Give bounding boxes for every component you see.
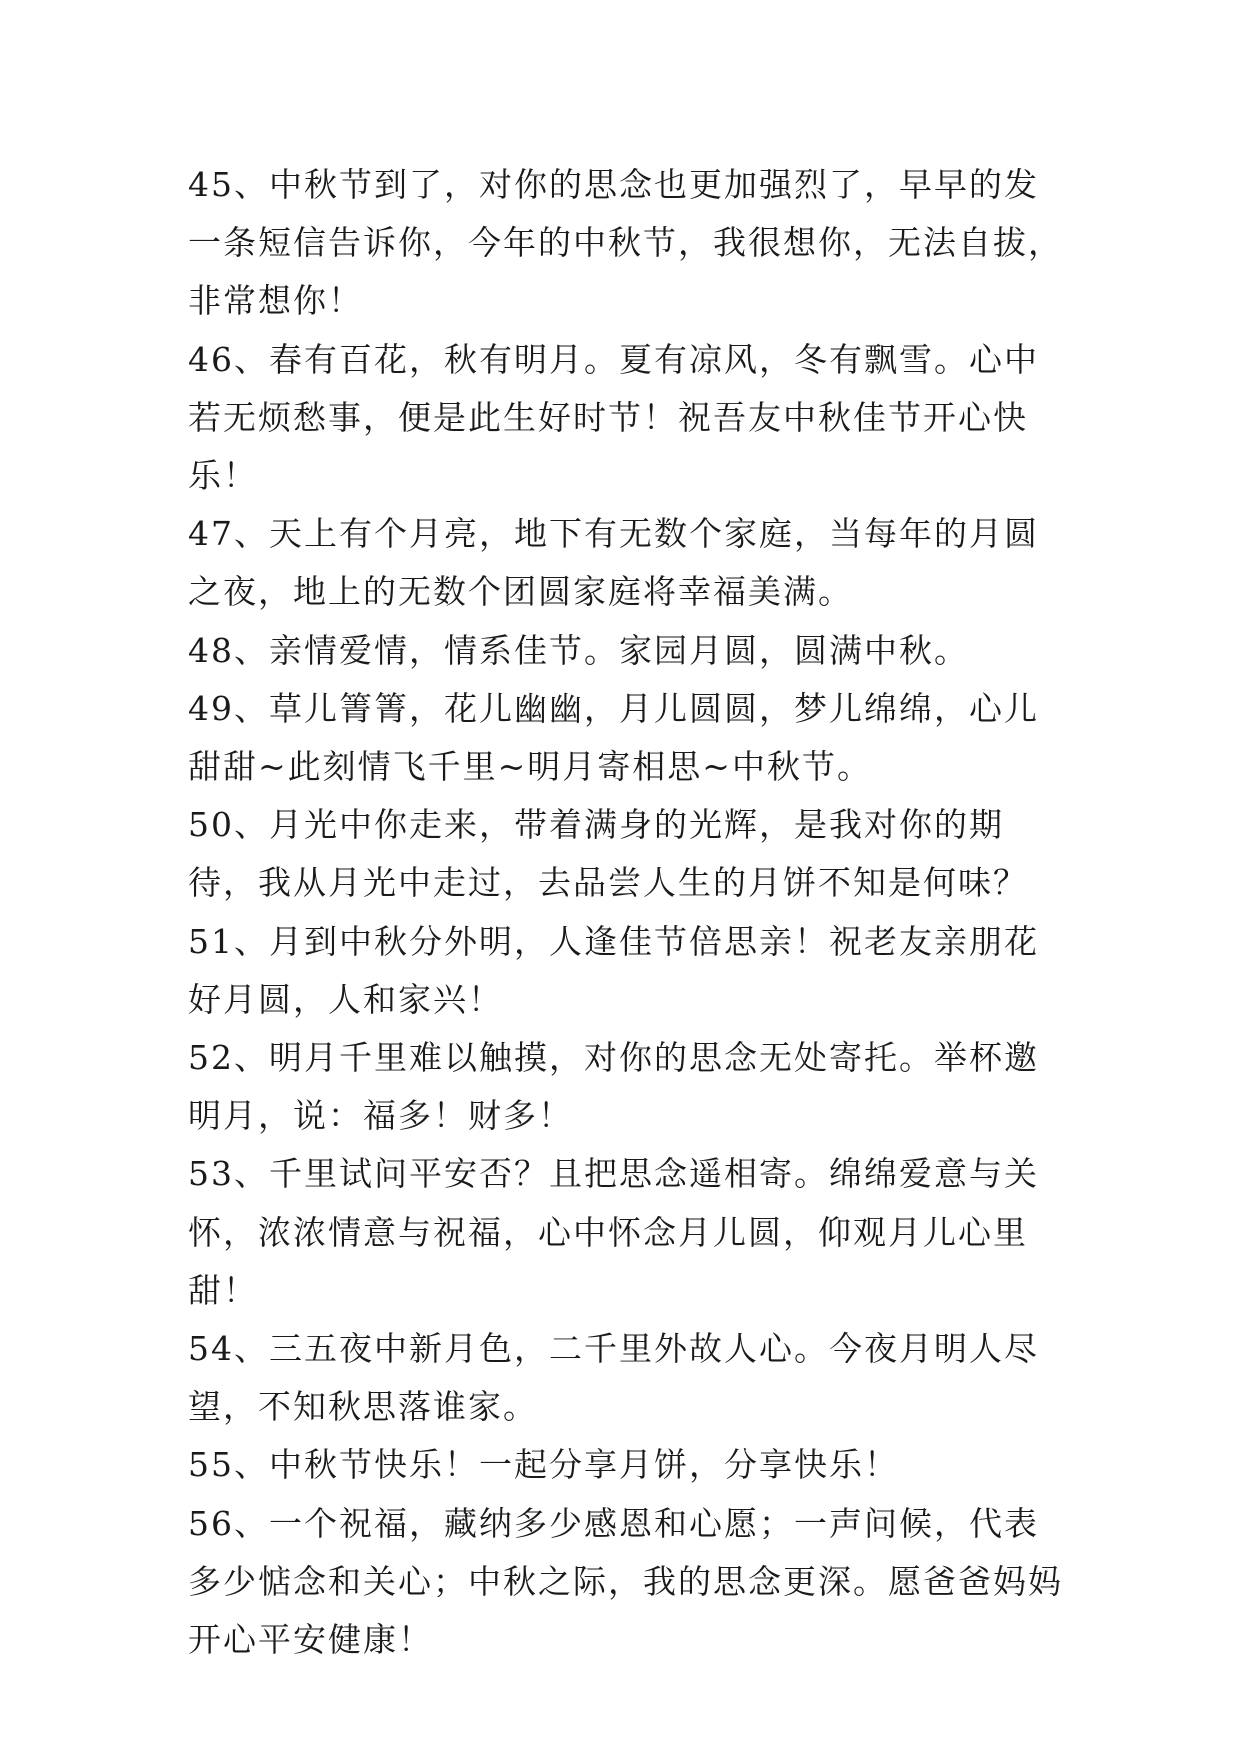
entry-51: 51、月到中秋分外明，人逢佳节倍思亲！祝老友亲朋花好月圆，人和家兴！ [188, 921, 1039, 1019]
entry-56: 56、一个祝福，藏纳多少感恩和心愿；一声问候，代表多少惦念和关心；中秋之际，我的思念更深。愿爸爸妈妈开心平安健康！ [188, 1503, 1063, 1660]
entry-50: 50、月光中你走来，带着满身的光辉，是我对你的期待，我从月光中走过，去品尝人生的月饼不知是何味？ [188, 805, 1028, 903]
entry-49: 49、草儿箐箐，花儿幽幽，月儿圆圆，梦儿绵绵，心儿甜甜~此刻情飞千里~明月寄相思~中秋节。 [188, 688, 1039, 787]
entry-55: 55、中秋节快乐！一起分享月饼，分享快乐！ [188, 1445, 899, 1485]
entry-48: 48、亲情爱情，情系佳节。家园月圆，圆满中秋。 [188, 630, 969, 670]
entry-45: 45、中秋节到了，对你的思念也更加强烈了，早早的发一条短信告诉你，今年的中秋节，我很想你，无法自拔，非常想你！ [188, 165, 1063, 321]
entry-54: 54、三五夜中新月色，二千里外故人心。今夜月明人尽望，不知秋思落谁家。 [188, 1329, 1039, 1427]
document-body [188, 156, 1068, 1669]
entry-53: 53、千里试问平安否？且把思念遥相寄。绵绵爱意与关怀，浓浓情意与祝福，心中怀念月儿圆，仰观月儿心里甜！ [188, 1154, 1039, 1310]
entry-52: 52、明月千里难以触摸，对你的思念无处寄托。举杯邀明月，说：福多！财多！ [188, 1038, 1039, 1136]
entry-47: 47、天上有个月亮，地下有无数个家庭，当每年的月圆之夜，地上的无数个团圆家庭将幸福美满。 [188, 514, 1039, 612]
entry-46: 46、春有百花，秋有明月。夏有凉风，冬有飘雪。心中若无烦愁事，便是此生好时节！祝吾友中秋佳节开心快乐！ [188, 339, 1039, 496]
